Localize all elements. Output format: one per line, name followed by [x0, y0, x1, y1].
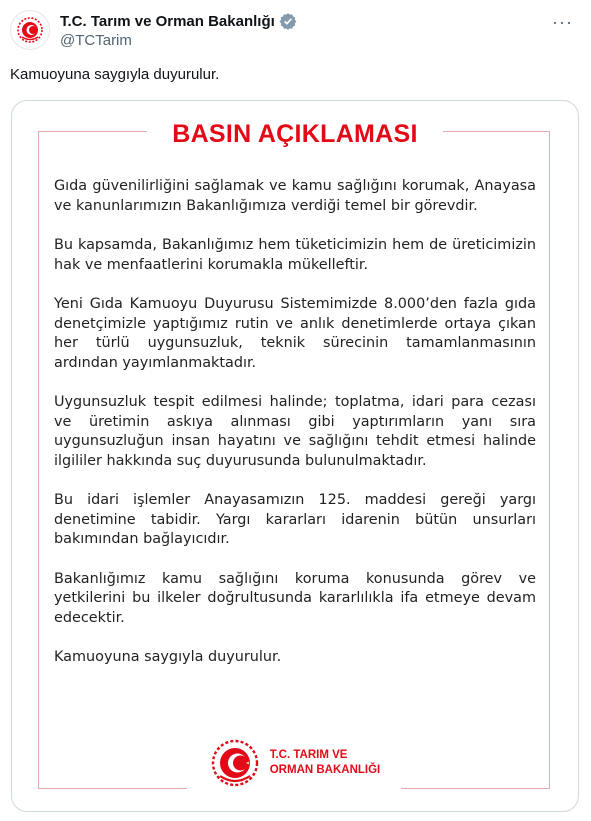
tweet-text: Kamuoyuna saygıyla duyurulur.	[10, 66, 220, 83]
paragraph: Bu kapsamda, Bakanlığımız hem tüketicimizin hem de üreticimizin hak ve menfaatlerini korumakla mükelleftir.	[54, 237, 536, 273]
ministry-logo-text	[270, 748, 381, 778]
press-release-body	[54, 177, 536, 688]
paragraph: Bu idari işlemler Anayasamızın 125. maddesi gereği yargı denetimine tabidir. Yargı kararları idarenin bütün unsurları bakımından bağlayıcıdır.	[54, 492, 536, 547]
handle[interactable]: @TCTarim	[60, 32, 132, 49]
paragraph: Bakanlığımız kamu sağlığını koruma konusunda görev ve yetkilerini bu ilkeler doğrultusunda kararlılıkla ifa etmeye devam edecektir.	[54, 570, 536, 626]
ministry-logo	[187, 733, 401, 793]
ministry-emblem-icon	[15, 15, 45, 45]
ministry-emblem-icon	[208, 736, 262, 790]
avatar[interactable]	[10, 10, 50, 50]
more-options-icon[interactable]: ···	[552, 12, 573, 32]
press-release-image[interactable]	[11, 100, 579, 812]
verified-badge-icon	[279, 12, 297, 30]
paragraph: Yeni Gıda Kamuoyu Duyurusu Sistemimizde 8.000’den fazla gıda denetçimizle yaptığımız rutin ve anlık denetimlerde ortaya çıkan her türlü uygunsuzluk, teknik sürecinin tamamlanmasının ardından yayımlanmaktadır.	[54, 296, 536, 371]
logo-line-2: ORMAN BAKANLIĞI	[269, 764, 381, 776]
paragraph: Uygunsuzluk tespit edilmesi halinde; toplatma, idari para cezası ve üretimin askıya alınması gibi yaptırımların yanı sıra uygunsuzluğun insan hayatını ve sağlığını tehdit etmesi halinde ilgililer hakkında suç duyurusunda bulunulmaktadır.	[54, 394, 536, 469]
display-name[interactable]: T.C. Tarım ve Orman Bakanlığı	[60, 12, 275, 30]
title-text: BASIN AÇIKLAMASI	[172, 120, 418, 148]
paragraph: Kamuoyuna saygıyla duyurulur.	[54, 649, 282, 665]
tweet-header	[0, 0, 591, 60]
press-release-title	[147, 113, 443, 155]
paragraph: Gıda güvenilirliğini sağlamak ve kamu sağlığını korumak, Anayasa ve kanunlarımızın Bakanlığımıza verdiği temel bir görevdir.	[54, 178, 536, 214]
logo-line-1: T.C. TARIM VE	[269, 749, 348, 761]
